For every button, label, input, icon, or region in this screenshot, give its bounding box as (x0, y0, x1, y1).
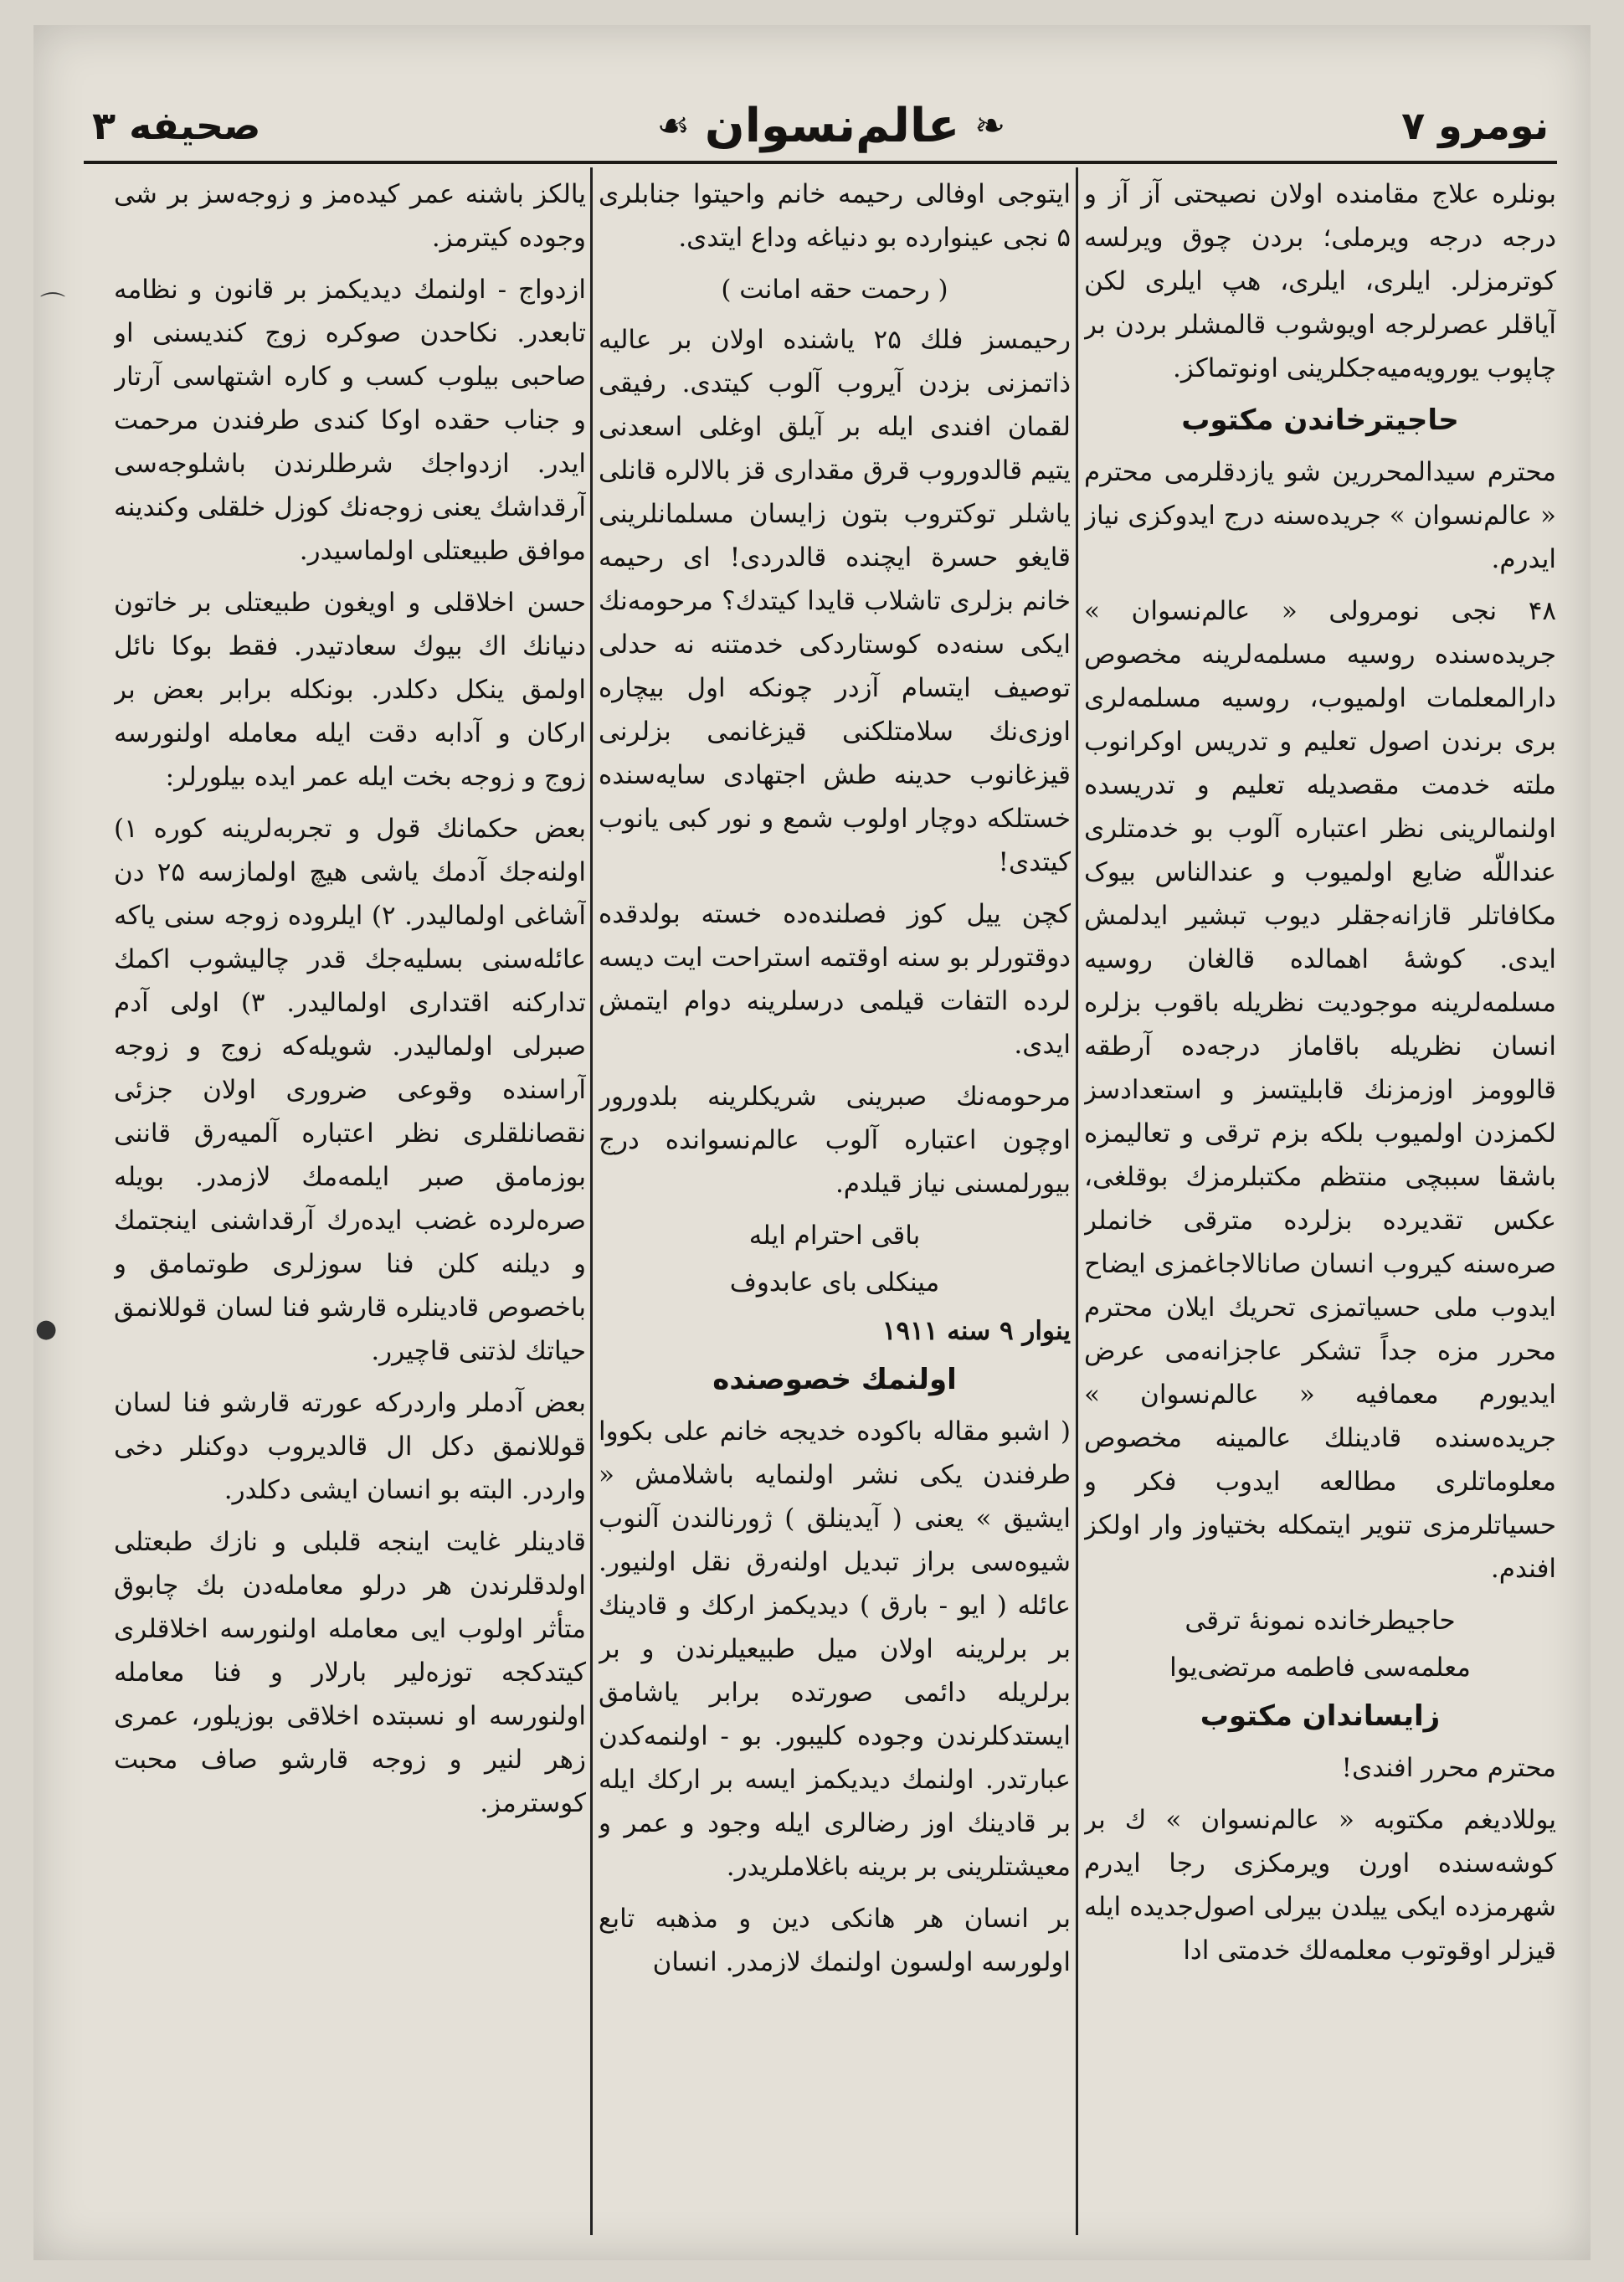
header-rule (84, 161, 1557, 164)
page-number: صحیفه ۳ (92, 103, 261, 148)
ink-spot-icon: ● (35, 1314, 58, 1344)
signature-name: معلمه‌سی فاطمه مرتضی‌یوا (1169, 1652, 1471, 1683)
paragraph: محترم محرر افندی! (1341, 1753, 1556, 1783)
paragraph: قادینلر غایت اینجه قلبلی و نازك طبعتلی اولدقلرندن هر درلو معامله‌دن بك چابوق متأثر اولوب ایی معامله اولنورسه اخلاقلری کیتدکجه توزه‌لیر بارلار و فنا معامله اولنورسه او نسبتده اخلاقی بوزیلور، عمری زهر لنیر و زوجه قارشو صاف محبت کوسترمز. (114, 1527, 586, 1818)
paragraph: ۴۸ نجی نومرولی « عالم‌نسوان » جریده‌سنده روسیه مسلمه‌لرینه مخصوص دارالمعلمات اولمیوب، روسیه مسلمه‌لری بری برندن اصول تعلیم و تدریس اوکرانوب ملته خدمت مقصدیله تعلیم و تدریسده اولنمالرینی نظر اعتباره آلوب بو خدمتلری عنداللّه ضایع اولمیوب و عندالناس بیوک مکافاتلر قازانه‌جقلر دیوب تبشیر ایدلمش ایدی. کوشهٔ اهمالده قالغان روسیه مسلمه‌لرینه موجودیت نظریله باقوب بزلره انسان نظریله باقاماز درجه‌ده آرطقه قالوومز اوزمزنك قابلیتسز و استعدادسز لکمزدن اولمیوب بلکه بزم ترقی و تعالیمزه باشقا سببچی منتظم مکتبلرمزك بوقلغی، عکس تقدیرده بزلرده مترقی خانملر صره‌سنه کیروب انسان صانالاجاغمزی ایضاح ایدوب ملی حسیاتمزی تحریك ایلان محترم محرر مزه جداً تشکر عاجزانه‌می عرض ایدیورم معمافیه « عالم‌نسوان » جریده‌سنده قادینلك عالمینه مخصوص معلوماتلری مطالعه ایدوب فکر و حسیاتلرمزی تنویر ایتمکله بختیاوز وار اولکز افندم. (1084, 596, 1556, 1584)
paragraph: بونلره علاج مقامنده اولان نصیحتی آز آز و درجه درجه ویرملی؛ بردن چوق ویرلسه کوترمزلر. ایلری، ایلری، هپ ایلری لکن آیاقلر عصرلرجه اویوشوب قالمشلر بردن بر چاپوب یورویه‌میه‌جکلرینی اونوتماکز. (1084, 179, 1556, 383)
paragraph: بعض آدملر واردرکه عورته قارشو فنا لسان قوللانمق دکل ال قالدیروب دوکنلر دخی واردر. البته بو انسان ایشی دکلدر. (114, 1388, 586, 1505)
paragraph: بر انسان هر هانکی دین و مذهبه تابع اولورسه اولسون اولنمك لازمدر. انسان (599, 1904, 1071, 1977)
masthead (656, 99, 1005, 153)
signature-place: حاجیطرخانده نمونهٔ ترقی (1185, 1606, 1456, 1636)
article-heading: اولنمك خصوصنده (712, 1363, 957, 1396)
masthead-title: عالم‌نسوان (704, 98, 960, 153)
page-header (92, 92, 1549, 159)
newspaper-page (33, 25, 1591, 2260)
paragraph: بعض حکمانك قول و تجربه‌لرینه کوره ۱) اولنه‌جك آدمك یاشی هیچ اولمازسه ۲۵ دن آشاغی اولمالیدر. ۲) ایلروده زوجه سنی یاکه عائله‌سنی بسلیه‌جك قدر چالیشوب اکمك تدارکنه اقتداری اولمالیدر. ۳) اولی آدم صبرلی اولمالیدر. شویله‌که زوج و زوجه آراسنده وقوعی ضروری اولان جزئی نقصانلقلری نظر اعتباره آلمیه‌رق قاننی بوزمامق صبر ایلمه‌مك لازمدر. بویله صره‌لرده غضب ایده‌رك آرقداشنی اینجتمك و دیلنه کلن فنا سوزلری طوتمامق و باخصوص قادینلره قارشو فنا لسان قوللانمق حیاتك لذتنی قاچیرر. (114, 814, 586, 1366)
ornament-icon: ❧ (974, 104, 1006, 147)
paragraph: محترم سیدالمحررین شو یازدقلرمی محترم « عالم‌نسوان » جریده‌سنه درج ایدوکزی نیاز ایدرم. (1084, 457, 1556, 574)
middle-column (599, 172, 1071, 2215)
paragraph: مرحومه‌نك صبرینی شریکلرینه بلدورور اوچون اعتباره آلوب عالم‌نسوانده درج بیورلمسنی نیاز قیلدم. (599, 1082, 1071, 1199)
date-line: ینوار ۹ سنه ۱۹۱۱ (881, 1316, 1071, 1346)
note: ( رحمت حقه امانت ) (721, 275, 948, 305)
paragraph: ازدواج - اولنمك دیدیکمز بر قانون و نظامه تابعدر. نکاحدن صوکره زوج کندیسنی او صاحبی بیلوب کسب و کاره اشتهاسی آرتار و جناب حقده اوکا کندی طرفندن مرحمت ایدر. ازدواجك شرطلرندن باشلوجه‌سی آرقداشك یعنی زوجه‌نك کوزل خلقلی وکندینه موافق طبیعتلی اولماسیدر. (114, 275, 586, 566)
left-column (114, 172, 586, 2215)
paragraph: ایتوجی اوفالی رحیمه خانم واحیتوا جنابلری ۵ نجی عینوارده بو دنیاغه وداع ایتدی. (599, 179, 1071, 253)
article-heading: حاجیترخاندن مکتوب (1181, 403, 1459, 437)
paragraph: کچن ییل کوز فصلنده‌ده خسته بولدقده دوقتورلر بو سنه اوقتمه استراحت ایت دیسه لرده التفات قیلمی درسلرینه دوام ایتمش ایدی. (599, 899, 1071, 1060)
issue-number: نومرو ۷ (1401, 103, 1549, 148)
right-column (1084, 172, 1556, 2215)
ornament-icon: ☙ (656, 104, 690, 147)
paragraph: یالکز باشنه عمر کیده‌مز و زوجه‌سز بر شی وجوده کیترمز. (114, 179, 586, 253)
paragraph: رحیمسز فلك ۲۵ یاشنده اولان بر عالیه ذاتمزنی بزدن آیروب آلوب کیتدی. رفیقی لقمان افندی ایله بر آیلق اوغلی اسعدنی یتیم قالدوروب قرق مقداری قز بالالره قانلی یاشلر توکتروب بتون زایسان مسلمانلرینی قایغو حسرة ایچنده قالدردی! ای رحیمه خانم بزلری تاشلاب قایدا کیتدك؟ مرحومه‌نك ایکی سنه‌ده کوستاردکی خدمتنه نه حدلی توصیف ایتسام آزدر چونکه اول بیچاره اوزی‌نك سلامتلکنی قیزغانمی بزلرنی قیزغانوب حدینه طش اجتهادی سایه‌سنده خستلکه دوچار اولوب شمع و نور کبی یانوب کیتدی! (599, 325, 1071, 877)
paragraph: ( اشبو مقاله باکوده خدیجه خانم علی بکووا طرفندن یکی نشر اولنمایه باشلامش « ایشیق » یعنی ( آیدینلق ) ژورنالندن آلنوب شیوه‌سی براز تبدیل اولنه‌رق نقل اولنیور. عائله ( ایو - بارق ) دیدیکمز ارکك و قادینك بر برلرینه اولان میل طبیعیلرندن و بر برلریله دائمی صورتده برابر یاشامق ایستدکلرندن وجوده کلیبور. بو - اولنمه‌کدن عبارتدر. اولنمك دیدیکمز ایسه بر ارکك ایله بر قادینك اوز رضالری ایله وجود و عمر و معیشتلرینی بر برینه باغلاملریدر. (599, 1416, 1071, 1882)
paragraph: حسن اخلاقلی و اویغون طبیعتلی بر خاتون دنیانك اك بیوك سعادتیدر. فقط بوکا نائل اولمق ینکل دکلدر. بونکله برابر بعض بر ارکان و آدابه دقت ایله معامله اولنورسه زوج و زوجه بخت ایله عمر ایده بیلورلر: (114, 588, 586, 792)
paragraph: یوللادیغم مکتوبه « عالم‌نسوان » ك بر کوشه‌سنده اورن ویرمکزی رجا ایدرم شهرمزده ایکی ییلدن بیرلی اصول‌جدیده ایله قیزلر اوقوتوب معلمه‌لك خدمتی ادا (1084, 1805, 1556, 1966)
signature-name: مینکلی بای عابدوف (729, 1267, 940, 1298)
column-divider (1076, 167, 1078, 2235)
article-heading: زایساندان مکتوب (1200, 1699, 1441, 1733)
margin-mark-icon: ⌒ (40, 291, 65, 321)
signature-line: باقی احترام ایله (748, 1221, 921, 1251)
column-divider (590, 167, 593, 2235)
